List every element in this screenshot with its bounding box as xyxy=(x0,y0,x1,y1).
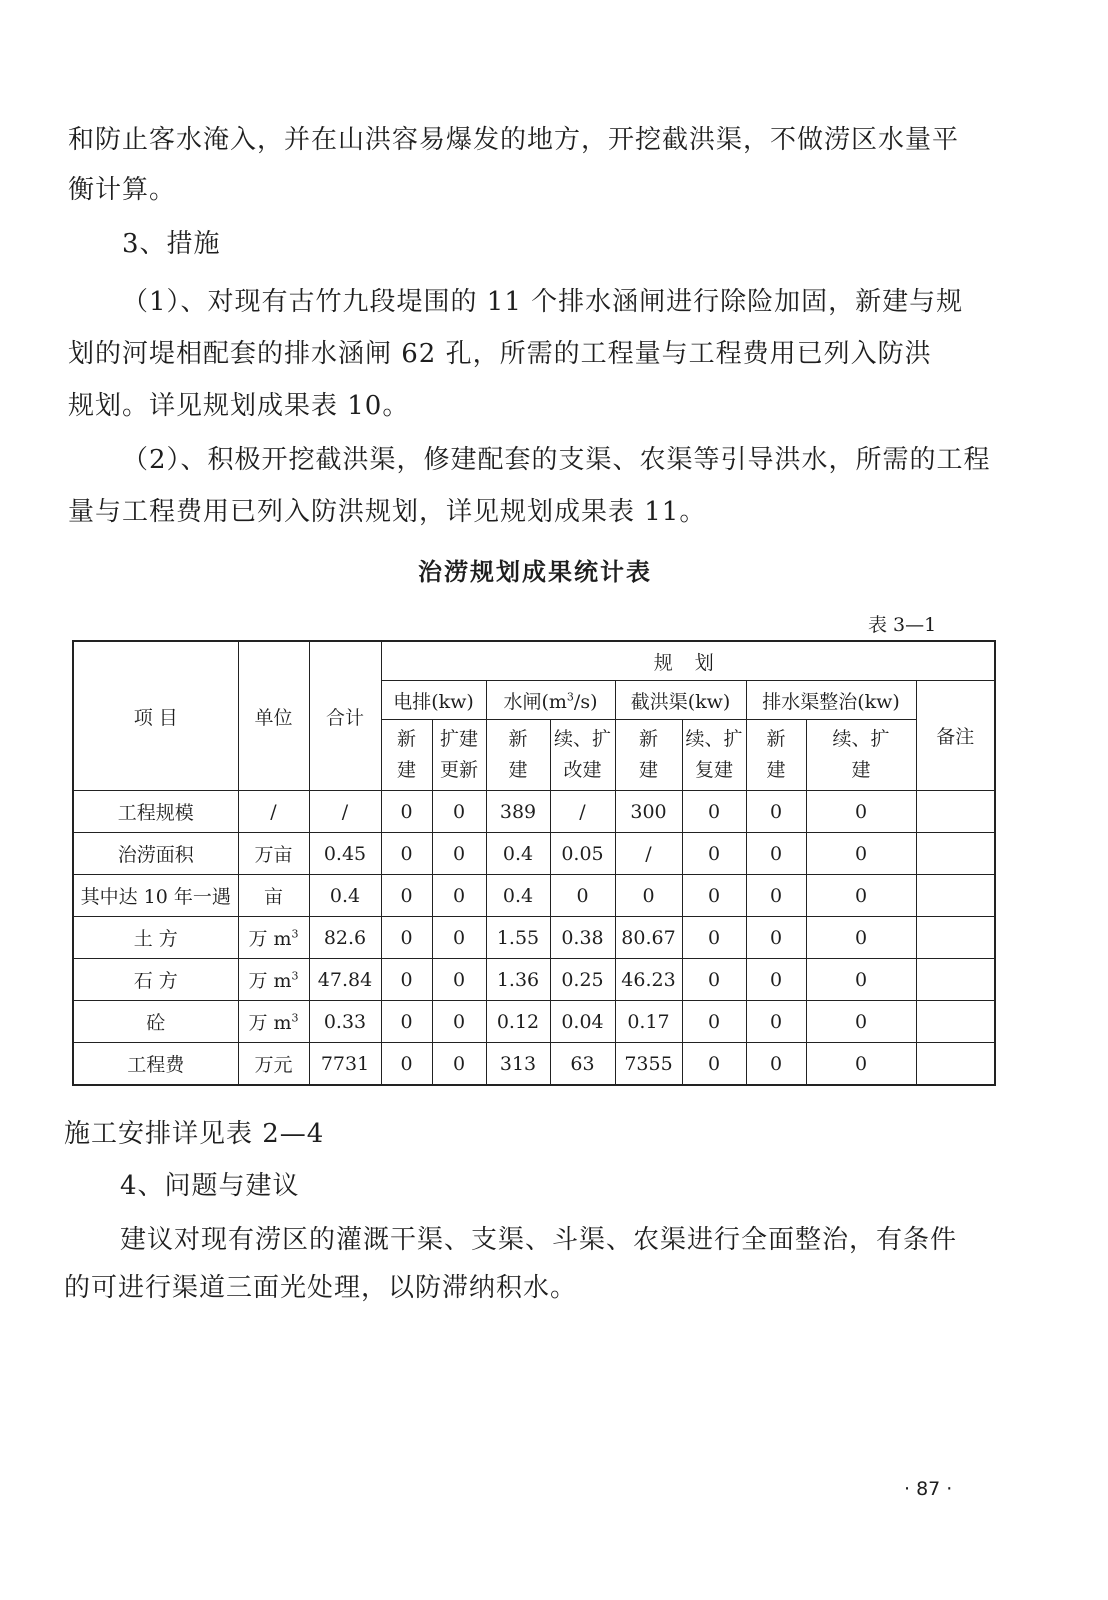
subheader: 新 建 xyxy=(486,720,550,791)
cell-remark xyxy=(916,1001,995,1043)
drainage-plan-table xyxy=(72,640,996,1086)
cell-value: 0.04 xyxy=(550,1001,615,1043)
cell-remark xyxy=(916,791,995,833)
table-title: 治涝规划成果统计表 xyxy=(418,558,652,586)
table-row xyxy=(73,959,995,1001)
subheader: 续、扩 复建 xyxy=(682,720,746,791)
cell-value: 313 xyxy=(486,1043,550,1086)
cell-item: 工程费 xyxy=(73,1043,238,1086)
cell-total: 0.4 xyxy=(309,875,381,917)
paragraph-line: （1）、对现有古竹九段堤围的 11 个排水涵闸进行除险加固，新建与规 xyxy=(122,287,964,317)
cell-total: 82.6 xyxy=(309,917,381,959)
cell-value: 46.23 xyxy=(615,959,682,1001)
header-unit: 单位 xyxy=(238,641,309,791)
cell-value: 0 xyxy=(682,1001,746,1043)
header-sluice: 水闸$(m^3/s)$ xyxy=(486,681,615,720)
cell-value: 0 xyxy=(682,833,746,875)
cell-unit: 万元 xyxy=(238,1043,309,1086)
table-row xyxy=(73,1043,995,1086)
header-electric-drainage: 电排(kw) xyxy=(381,681,486,720)
cell-total: 0.45 xyxy=(309,833,381,875)
section-heading: 3、措施 xyxy=(122,229,221,259)
header-total: 合计 xyxy=(309,641,381,791)
cell-remark xyxy=(916,875,995,917)
cell-value: 0.38 xyxy=(550,917,615,959)
header-remark: 备注 xyxy=(916,681,995,791)
subheader: 新 建 xyxy=(746,720,806,791)
cell-remark xyxy=(916,1043,995,1086)
cell-value: 0 xyxy=(432,833,486,875)
cell-value: 0 xyxy=(432,875,486,917)
cell-unit: 亩 xyxy=(238,875,309,917)
paragraph-line: 量与工程费用已列入防洪规划，详见规划成果表 11。 xyxy=(68,497,707,527)
cell-value: 0.05 xyxy=(550,833,615,875)
cell-value: 0 xyxy=(381,1043,432,1086)
cell-value: 300 xyxy=(615,791,682,833)
table-row xyxy=(73,833,995,875)
cell-value: 80.67 xyxy=(615,917,682,959)
paragraph-line: 的可进行渠道三面光处理，以防滞纳积水。 xyxy=(64,1273,578,1303)
table-row xyxy=(73,875,995,917)
cell-value: 0 xyxy=(381,875,432,917)
cell-unit: 万 $m^3$ xyxy=(238,1001,309,1043)
cell-value: 0 xyxy=(746,959,806,1001)
cell-item: 工程规模 xyxy=(73,791,238,833)
cell-value: / xyxy=(550,791,615,833)
paragraph-line: （2）、积极开挖截洪渠，修建配套的支渠、农渠等引导洪水，所需的工程 xyxy=(122,445,991,475)
cell-item: 砼 xyxy=(73,1001,238,1043)
header-plan: 规 划 xyxy=(381,641,995,681)
cell-value: 0 xyxy=(432,1001,486,1043)
header-drain-renovation: 排水渠整治(kw) xyxy=(746,681,916,720)
cell-value: 389 xyxy=(486,791,550,833)
cell-value: 0 xyxy=(432,917,486,959)
cell-remark xyxy=(916,917,995,959)
cell-value: 63 xyxy=(550,1043,615,1086)
table-row xyxy=(73,791,995,833)
cell-value: 1.36 xyxy=(486,959,550,1001)
table-row xyxy=(73,917,995,959)
paragraph-line: 衡计算。 xyxy=(68,175,177,205)
section-heading: 4、问题与建议 xyxy=(120,1171,300,1201)
cell-value: 0 xyxy=(746,917,806,959)
cell-value: 0 xyxy=(381,959,432,1001)
cell-remark xyxy=(916,959,995,1001)
cell-unit: / xyxy=(238,791,309,833)
cell-value: / xyxy=(615,833,682,875)
cell-value: 0 xyxy=(806,875,916,917)
cell-total: 7731 xyxy=(309,1043,381,1086)
cell-value: 0 xyxy=(381,791,432,833)
cell-item: 治涝面积 xyxy=(73,833,238,875)
cell-value: 0 xyxy=(746,791,806,833)
cell-value: 7355 xyxy=(615,1043,682,1086)
cell-value: 0.25 xyxy=(550,959,615,1001)
cell-unit: 万 $m^3$ xyxy=(238,959,309,1001)
paragraph-line: 和防止客水淹入，并在山洪容易爆发的地方，开挖截洪渠，不做涝区水量平 xyxy=(68,125,960,155)
cell-value: 0 xyxy=(550,875,615,917)
cell-value: 0 xyxy=(682,791,746,833)
cell-value: 0 xyxy=(806,1043,916,1086)
cell-value: 0.4 xyxy=(486,833,550,875)
cell-value: 0 xyxy=(432,791,486,833)
cell-remark xyxy=(916,833,995,875)
table-row xyxy=(73,1001,995,1043)
cell-unit: 万亩 xyxy=(238,833,309,875)
cell-value: 0 xyxy=(806,1001,916,1043)
cell-value: 0 xyxy=(746,875,806,917)
cell-value: 0 xyxy=(746,1043,806,1086)
subheader: 续、扩 建 xyxy=(806,720,916,791)
subheader: 续、扩 改建 xyxy=(550,720,615,791)
cell-value: 0 xyxy=(682,1043,746,1086)
cell-value: 0 xyxy=(381,1001,432,1043)
cell-value: 0 xyxy=(746,1001,806,1043)
cell-value: 0 xyxy=(746,833,806,875)
cell-total: 47.84 xyxy=(309,959,381,1001)
cell-value: 0 xyxy=(682,917,746,959)
paragraph-line: 建议对现有涝区的灌溉干渠、支渠、斗渠、农渠进行全面整治，有条件 xyxy=(120,1225,958,1255)
cell-value: 0 xyxy=(682,959,746,1001)
paragraph-line: 规划。详见规划成果表 10。 xyxy=(68,391,410,421)
cell-value: 0 xyxy=(806,917,916,959)
cell-value: 1.55 xyxy=(486,917,550,959)
cell-value: 0 xyxy=(432,1043,486,1086)
cell-value: 0.12 xyxy=(486,1001,550,1043)
cell-value: 0 xyxy=(432,959,486,1001)
cell-value: 0 xyxy=(381,833,432,875)
subheader: 新 建 xyxy=(381,720,432,791)
page-number: · 87 · xyxy=(904,1478,953,1500)
cell-item: 土 方 xyxy=(73,917,238,959)
subheader: 扩建 更新 xyxy=(432,720,486,791)
subheader: 新 建 xyxy=(615,720,682,791)
cell-item: 其中达 10 年一遇 xyxy=(73,875,238,917)
header-item: 项 目 xyxy=(73,641,238,791)
cell-value: 0 xyxy=(806,959,916,1001)
cell-value: 0 xyxy=(682,875,746,917)
cell-value: 0.4 xyxy=(486,875,550,917)
cell-total: / xyxy=(309,791,381,833)
cell-total: 0.33 xyxy=(309,1001,381,1043)
table-number: 表 3—1 xyxy=(868,614,937,636)
cell-value: 0 xyxy=(381,917,432,959)
cell-value: 0.17 xyxy=(615,1001,682,1043)
cell-value: 0 xyxy=(806,791,916,833)
paragraph-line: 划的河堤相配套的排水涵闸 62 孔，所需的工程量与工程费用已列入防洪 xyxy=(68,339,932,369)
header-flood-channel: 截洪渠(kw) xyxy=(615,681,746,720)
cell-value: 0 xyxy=(615,875,682,917)
cell-value: 0 xyxy=(806,833,916,875)
cell-item: 石 方 xyxy=(73,959,238,1001)
paragraph-line: 施工安排详见表 2—4 xyxy=(64,1119,325,1149)
cell-unit: 万 $m^3$ xyxy=(238,917,309,959)
